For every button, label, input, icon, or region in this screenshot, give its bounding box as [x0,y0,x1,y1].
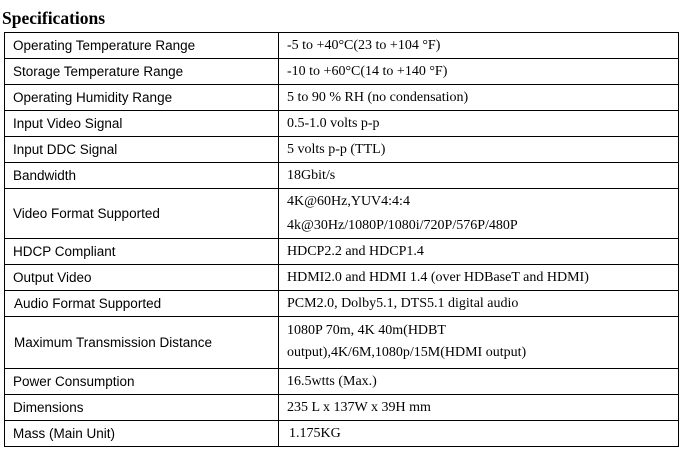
table-row [5,265,679,291]
spec-label: Operating Humidity Range [5,85,279,111]
spec-value-line: output),4K/6M,1080p/15M(HDMI output) [287,344,527,360]
table-row [5,291,679,317]
spec-value-line: 4k@30Hz/1080P/1080i/720P/576P/480P [287,217,518,233]
spec-value: 235 L x 137W x 39H mm [279,395,679,421]
spec-label: Bandwidth [5,163,279,189]
spec-label: Dimensions [5,395,279,421]
spec-value-line: 1080P 70m, 4K 40m(HDBT [287,322,446,338]
spec-value: HDMI2.0 and HDMI 1.4 (over HDBaseT and HDMI) [279,265,679,291]
table-row [5,59,679,85]
table-row [5,395,679,421]
spec-value: 16.5wtts (Max.) [279,369,679,395]
specifications-table [4,32,679,447]
table-row [5,111,679,137]
page-title: Specifications [2,8,106,28]
table-row [5,239,679,265]
spec-value [279,317,679,369]
spec-label: Maximum Transmission Distance [5,317,279,369]
spec-label: Output Video [5,265,279,291]
table-row [5,163,679,189]
spec-label: Storage Temperature Range [5,59,279,85]
spec-label: Audio Format Supported [5,291,279,317]
spec-label: Input DDC Signal [5,137,279,163]
spec-value: 5 volts p-p (TTL) [279,137,679,163]
table-row [5,421,679,447]
table-row [5,317,679,369]
spec-value: HDCP2.2 and HDCP1.4 [279,239,679,265]
spec-label: Video Format Supported [5,189,279,239]
spec-value: 1.175KG [279,421,679,447]
spec-value-line: 4K@60Hz,YUV4:4:4 [287,193,410,209]
table-row [5,85,679,111]
spec-value: -5 to +40°C(23 to +104 °F) [279,33,679,59]
spec-value: -10 to +60°C(14 to +140 °F) [279,59,679,85]
table-row [5,369,679,395]
table-row [5,189,679,239]
spec-label: HDCP Compliant [5,239,279,265]
spec-value: 18Gbit/s [279,163,679,189]
spec-label: Operating Temperature Range [5,33,279,59]
spec-label: Input Video Signal [5,111,279,137]
spec-value: 0.5-1.0 volts p-p [279,111,679,137]
spec-label: Mass (Main Unit) [5,421,279,447]
spec-value: 5 to 90 % RH (no condensation) [279,85,679,111]
table-row [5,33,679,59]
spec-value: PCM2.0, Dolby5.1, DTS5.1 digital audio [279,291,679,317]
spec-value [279,189,679,239]
spec-label: Power Consumption [5,369,279,395]
table-row [5,137,679,163]
